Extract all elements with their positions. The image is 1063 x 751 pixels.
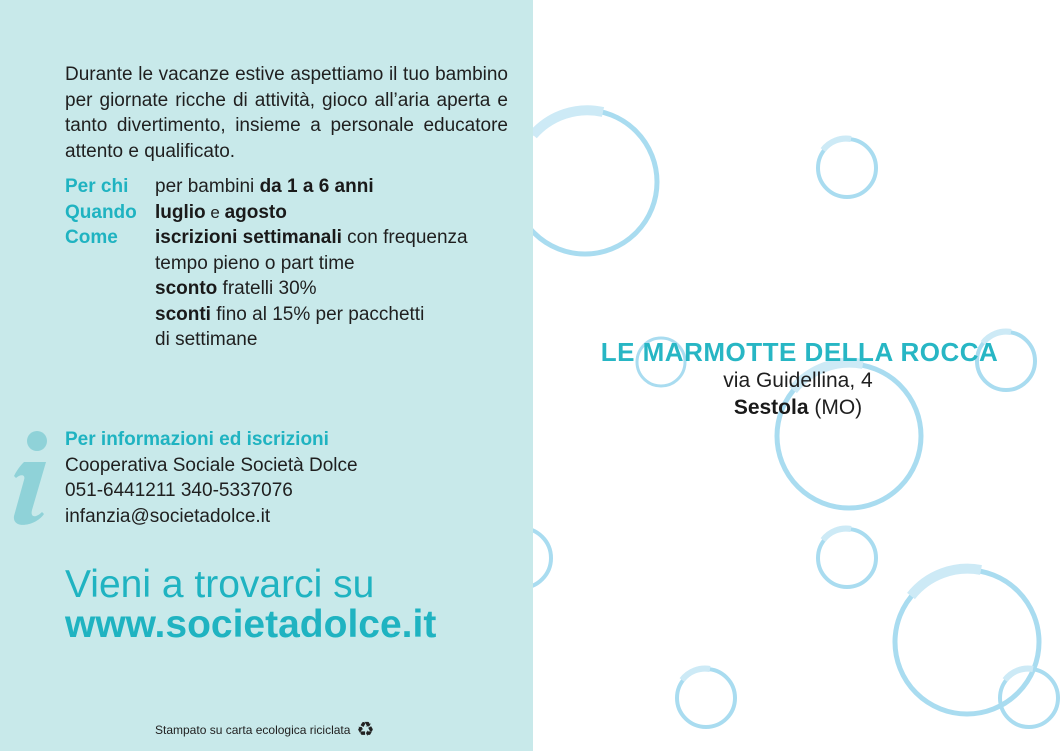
info-icon [6,430,54,530]
detail-label-per-chi: Per chi [65,176,129,197]
detail-value-quando: luglio e agosto [155,201,287,223]
detail-row-quando [65,200,525,226]
info-organization: Cooperativa Sociale Società Dolce [65,454,358,476]
visit-heading: Vieni a trovarci su [65,563,375,606]
detail-label-come: Come [65,227,118,248]
footer [155,720,374,740]
details-list [65,174,525,353]
website-link[interactable]: www.societadolce.it [65,603,437,646]
location-name: LE MARMOTTE DELLA ROCCA [600,337,999,367]
location-street: via Guidellina, 4 [723,369,873,392]
visit-block [65,563,437,646]
location-city-line [648,396,948,420]
info-phones: 051-6441211 340-5337076 [65,480,293,501]
bubble-7 [533,528,551,588]
right-panel [533,0,1063,751]
intro-text: Durante le vacanze estive aspettiamo il tuo bambino per giornate ricche di attività, gioco all’aria aperta e tanto divertimento, insieme a personale educatore attento e qualificato. [65,64,508,162]
location-city: Sestola [733,396,809,419]
detail-value-come: iscrizioni settimanali con frequenza tempo pieno o part time sconto fratelli 30% sconti fino al 15% per pacchetti di settimane [155,227,468,350]
recycle-icon: ♻ [356,719,375,741]
detail-label-quando: Quando [65,201,137,223]
bubble-8 [895,569,1039,714]
bubble-2 [818,139,876,197]
detail-row-per-chi [65,174,525,200]
bubble-1 [533,110,657,254]
location-province: (MO) [808,396,863,419]
bubble-6 [818,529,876,587]
detail-value-per-chi: per bambini da 1 a 6 anni [155,176,374,197]
info-block [65,427,358,529]
bubble-9 [677,669,735,727]
info-email[interactable]: infanzia@societadolce.it [65,505,271,527]
footer-text: Stampato su carta ecologica riciclata [155,723,351,737]
info-title: Per informazioni ed iscrizioni [65,429,329,450]
detail-row-come [65,225,525,353]
